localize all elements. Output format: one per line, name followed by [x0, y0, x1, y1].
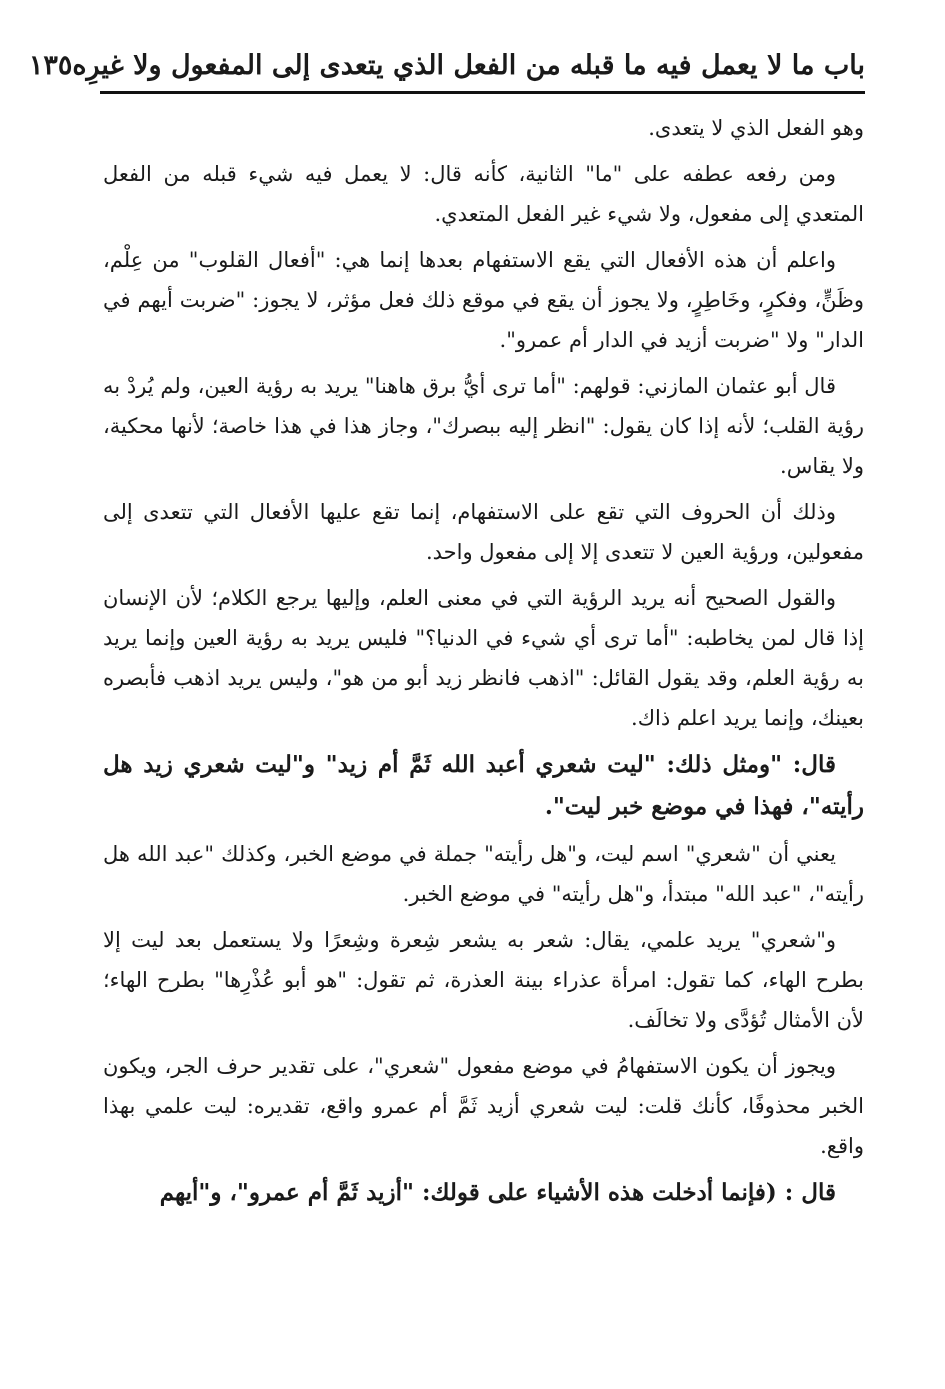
paragraph: يعني أن "شعري" اسم ليت، و"هل رأيته" جملة في موضع الخبر، وكذلك "عبد الله هل رأيته"، "عبد الله" مبتدأ، و"هل رأيته" في موضع الخبر. [103, 842, 864, 906]
paragraph: وذلك أن الحروف التي تقع على الاستفهام، إنما تقع عليها الأفعال التي تتعدى إلى مفعولين، ورؤية العين لا تتعدى إلا إلى مفعول واحد. [103, 500, 864, 564]
paragraph: ويجوز أن يكون الاستفهامُ في موضع مفعول "شعري"، على تقدير حرف الجر، ويكون الخبر محذوفًا، كأنك قلت: ليت شعري أزيد ثَمَّ أم عمرو واقع، تقديره: ليت علمي بهذا واقع. [103, 1054, 864, 1158]
chapter-title: باب ما لا يعمل فيه ما قبله من الفعل الذي يتعدى إلى المفعول ولا غيرِه [72, 50, 865, 81]
paragraph: و"شعري" يريد علمي، يقال: شعر به يشعر شِعرة وشِعرًا ولا يستعمل بعد ليت إلا بطرح الهاء، كما تقول: امرأة عذراء بينة العذرة، ثم تقول: "هو أبو عُذْرِها" بطرح الهاء؛ لأن الأمثال تُؤدَّى ولا تخالَف. [103, 928, 864, 1032]
header-rule [100, 91, 865, 94]
page-number: ١٣٥ [28, 50, 73, 81]
paragraph: والقول الصحيح أنه يريد الرؤية التي في معنى العلم، وإليها يرجع الكلام؛ لأن الإنسان إذا قال لمن يخاطبه: "أما ترى أي شيء في الدنيا؟" فليس يريد به رؤية العين وإنما يريد به رؤية العلم، وقد يقول القائل: "اذهب فانظر زيد أبو من هو"، وليس يريد اذهب فأبصره بعينك، وإنما يريد اعلم ذاك. [103, 586, 864, 730]
quoted-paragraph: قال: "ومثل ذلك: "ليت شعري أعبد الله ثَمَّ أم زيد" و"ليت شعري زيد هل رأيته"، فهذا في موضع خبر ليت". [103, 751, 864, 820]
paragraph: وهو الفعل الذي لا يتعدى. [648, 116, 864, 140]
running-header [28, 36, 865, 86]
main-text [103, 108, 864, 1220]
paragraph: واعلم أن هذه الأفعال التي يقع الاستفهام بعدها إنما هي: "أفعال القلوب" من عِلْم، وظَنٍّ، وفكرٍ، وخَاطِرٍ، ولا يجوز أن يقع في موقع ذلك فعل مؤثر، لا يجوز: "ضربت أيهم في الدار" ولا "ضربت أزيد في الدار أم عمرو". [103, 248, 864, 352]
paragraph: قال أبو عثمان المازني: قولهم: "أما ترى أيُّ برق هاهنا" يريد به رؤية العين، ولم يُردْ به رؤية القلب؛ لأنه إذا كان يقول: "انظر إليه ببصرك"، وجاز هذا في هذا خاصة؛ لأنها محكية، ولا يقاس. [103, 374, 864, 478]
quoted-paragraph: قال : (فإنما أدخلت هذه الأشياء على قولك: "أزيد ثَمَّ أم عمرو"، و"أيهم [159, 1179, 836, 1206]
paragraph: ومن رفعه عطفه على "ما" الثانية، كأنه قال: لا يعمل فيه شيء قبله من الفعل المتعدي إلى مفعول، ولا شيء غير الفعل المتعدي. [103, 162, 864, 226]
